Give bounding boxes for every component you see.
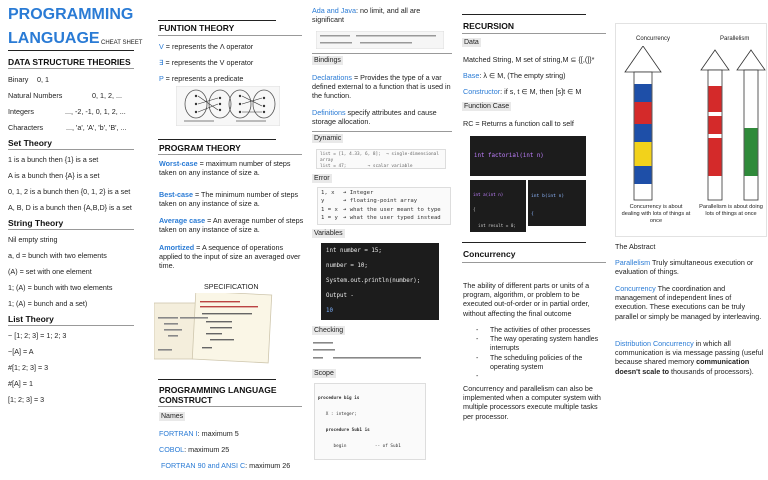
program-term: Amortized — [159, 243, 195, 252]
dst-row-value: ..., 'a', 'A', 'b', 'B', ... — [66, 123, 127, 132]
names-item — [159, 429, 239, 438]
checking-label: Checking — [314, 327, 344, 334]
names-lang: COBOL — [159, 445, 185, 454]
declarations-text-block — [312, 73, 456, 101]
distribution-definition — [615, 339, 765, 376]
function-symbol: V — [159, 42, 164, 51]
names-lang: FORTRAN I — [159, 429, 198, 438]
specification-code-image — [154, 293, 274, 367]
list-item: ~[A] = A — [8, 347, 34, 356]
declarations-term: Declarations — [312, 73, 352, 82]
function-symbol: P — [159, 74, 164, 83]
declarations-text: = Provides the type of a var defined external to a function that is used in the function. — [312, 73, 451, 101]
error-code-line: 1, x ➔ Integer — [321, 190, 374, 196]
dst-row-value: ..., -2, -1, 0, 1, 2, ... — [65, 107, 126, 116]
function-theory-title: FUNTION THEORY — [159, 23, 235, 33]
concurrency-definition — [615, 284, 765, 321]
variables-code-box — [321, 243, 439, 320]
function-text: = represents the V operator — [163, 58, 254, 67]
concurrency-paragraph: The ability of different parts or units of a program, algorithm, or problem to be executed out-of-order or in partial order, without affecting the final outcome — [463, 281, 590, 318]
error-label: Error — [314, 175, 330, 182]
error-code-box — [317, 187, 451, 225]
string-rule — [8, 229, 134, 230]
distribution-text: in which all communication is via message passing (useful because shared memory — [615, 339, 764, 367]
iterative-code-line: { — [473, 207, 476, 213]
variables-code-line: System.out.println(number); — [326, 278, 421, 284]
names-text: : maximum 26 — [245, 461, 291, 470]
dst-rule — [8, 68, 134, 69]
string-item: 1; (A) = bunch and a set) — [8, 299, 88, 308]
scope-label: Scope — [314, 370, 334, 377]
recursion-title: RECURSION — [463, 21, 515, 31]
set-rule — [8, 149, 134, 150]
right-segment-red — [709, 116, 722, 134]
program-item — [159, 190, 307, 208]
function-mapping-diagram — [176, 86, 280, 126]
factorial-code-line: int factorial(int n) — [474, 153, 544, 160]
definitions-text-block — [312, 108, 456, 126]
set-item: 1 is a bunch then {1} is a set — [8, 155, 99, 164]
left-segment-blue — [635, 124, 652, 142]
error-code-line: 1 = x ➔ what the user meant to type — [321, 206, 441, 213]
figure-title-right: Parallelism — [720, 36, 750, 42]
program-item — [159, 159, 307, 177]
distribution-bold: communication doesn't scale to — [615, 357, 750, 376]
page-title-line-1: PROGRAMMING — [8, 6, 134, 23]
string-item: 1; (A) = bunch with two elements — [8, 283, 113, 292]
concurrency-text: The coordination and management of independent lines of execution. These executions can be truly parallel or simply be managed by interleaving. — [615, 284, 762, 321]
list-item: [1; 2; 3] = 3 — [8, 395, 45, 404]
dst-row-label: Natural Numbers — [8, 91, 63, 100]
construct-rule — [158, 406, 302, 407]
right-segment-red — [709, 86, 722, 112]
recursive-b-code-line: int b(int n) — [531, 194, 565, 199]
variables-code-line: Output - — [326, 293, 354, 299]
concurrency-term: Concurrency — [615, 284, 656, 293]
title-rule — [8, 50, 134, 51]
bindings-top-rule — [312, 53, 452, 54]
program-text: = A sequence of operations applied to the input of size an averaged over time. — [159, 243, 301, 271]
column-5 — [612, 0, 768, 480]
page-title-line-2: LANGUAGE — [8, 30, 100, 47]
dynamic-code-box — [316, 149, 446, 169]
list-item: #[A] = 1 — [8, 379, 33, 388]
function-top-rule — [158, 20, 276, 21]
left-segment-red — [635, 102, 652, 124]
concurrency-paragraph-2: Concurrency and parallelism can also be implemented when a computer system with multiple processors execute multiple tasks per processor. — [463, 384, 601, 421]
concurrency-rule — [462, 262, 606, 263]
program-item — [159, 243, 307, 271]
concurrency-bullet: - The scheduling policies of the operating system — [476, 355, 583, 371]
parallelism-text: Truly simultaneous execution or evaluation of things. — [615, 258, 754, 277]
column-1 — [0, 0, 150, 480]
string-item: a, d = bunch with two elements — [8, 251, 107, 260]
right-arrow-head-1 — [701, 50, 729, 70]
program-text: = An average number of steps taken on any instance of size a. — [159, 216, 304, 235]
construct-title-1: PROGRAMMING LANGUAGE — [159, 385, 277, 395]
scope-code-line: procedure Sub1 is — [318, 428, 370, 434]
section-dst-title: DATA STRUCTURE THEORIES — [8, 57, 131, 67]
column-3 — [311, 0, 457, 480]
concurrency-top-rule — [462, 242, 586, 243]
base-line — [463, 71, 566, 80]
function-item — [159, 42, 253, 51]
data-label: Data — [464, 39, 479, 46]
left-arrow-head — [625, 46, 661, 72]
error-code-line: 1 = y ➔ what the user typed instead — [321, 215, 441, 222]
dynamic-code-line: list = [1, 4.33, 6, 8]; → single-dimensional array — [320, 152, 439, 163]
recursion-rule — [462, 33, 606, 34]
function-text: = represents a predicate — [163, 74, 244, 83]
program-top-rule — [158, 139, 276, 140]
constructor-line — [463, 87, 581, 96]
function-case-label: Function Case — [464, 103, 510, 110]
program-theory-title: PROGRAM THEORY — [159, 143, 241, 153]
recursive-b-code-line: { — [531, 212, 534, 217]
right-arrow-head-2 — [737, 50, 765, 70]
distribution-tail: thousands of processors). — [669, 366, 754, 376]
dynamic-label: Dynamic — [314, 135, 342, 142]
set-item: A is a bunch then {A} is a set — [8, 171, 100, 180]
variables-label: Variables — [314, 230, 343, 237]
names-item — [159, 445, 229, 454]
program-item — [159, 216, 307, 234]
set-theory-title: Set Theory — [8, 138, 52, 148]
abstract-label: The Abstract — [615, 242, 656, 251]
string-theory-title: String Theory — [8, 218, 64, 228]
ada-java-line — [312, 6, 452, 24]
parallelism-definition — [615, 258, 765, 276]
iterative-code-line: int result = 0; — [473, 222, 516, 228]
left-segment-yellow — [635, 142, 652, 166]
program-text: = The minimum number of steps taken on any instance of size a. — [159, 190, 299, 209]
parallelism-term: Parallelism — [615, 258, 651, 267]
names-text: : maximum 5 — [197, 429, 239, 438]
definitions-text: specify attributes and cause storage allocation. — [312, 108, 437, 127]
dst-row-label: Integers — [8, 107, 34, 116]
scope-code-box — [314, 383, 426, 460]
left-segment-blue — [635, 166, 652, 184]
right-segment-white — [709, 112, 722, 116]
scope-code-line: procedure big is — [318, 395, 360, 401]
string-item: Nil empty string — [8, 235, 58, 244]
program-rule — [158, 154, 302, 155]
definitions-term: Definitions — [312, 108, 346, 117]
function-item — [159, 58, 253, 67]
figure-title-left: Concurrency — [636, 36, 671, 42]
column-2 — [152, 0, 310, 480]
program-term: Average case — [159, 216, 206, 225]
function-symbol: ∃ — [159, 58, 164, 67]
construct-title-2: CONSTRUCT — [159, 395, 213, 405]
set-item: A, B, D is a bunch then {A,B,D} is a set — [8, 203, 132, 212]
concurrency-title: Concurrency — [463, 249, 516, 259]
list-rule — [8, 325, 134, 326]
names-label: Names — [161, 413, 184, 420]
list-item: ~ [1; 2; 3] = 1; 2; 3 — [8, 331, 67, 340]
function-rule — [158, 35, 302, 36]
scope-code-line: begin -- of Sub1 — [318, 444, 401, 450]
program-term: Best-case — [159, 190, 193, 199]
construct-top-rule — [158, 379, 276, 380]
names-text: : maximum 25 — [184, 445, 230, 454]
figure-caption-right: Parallelism is about doing lots of things at once — [699, 204, 763, 217]
dst-row-label: Characters — [8, 123, 44, 132]
program-term: Worst-case — [159, 159, 198, 168]
recursion-top-rule — [462, 14, 586, 15]
right-segment-white — [709, 134, 722, 138]
recursive-b-code-box — [528, 180, 586, 226]
list-item: #[1; 2; 3] = 3 — [8, 363, 49, 372]
function-text: = represents the Λ operator — [163, 42, 254, 51]
variables-code-line: int number = 15; — [326, 248, 382, 254]
figure-caption-left: Concurrency is about dealing with lots of things at once — [621, 204, 691, 224]
dst-row-value: 0, 1, 2, ... — [92, 91, 122, 100]
ada-code-snippet — [316, 31, 444, 49]
concurrency-parallelism-arrows — [616, 46, 766, 206]
factorial-code-box — [470, 136, 586, 176]
names-item — [161, 461, 290, 470]
program-text: = maximum number of steps taken on any instance of size a. — [159, 159, 291, 178]
dynamic-top-rule — [312, 131, 452, 132]
set-item: 0, 1, 2 is a bunch then {0, 1, 2} is a set — [8, 187, 131, 196]
page-title-suffix: CHEAT SHEET — [101, 40, 143, 46]
right-segment-red — [709, 138, 722, 176]
iterative-code-line: int a(int n) — [473, 192, 504, 198]
constructor-text: : if s, t ∈ M, then [s]t ∈ M — [500, 87, 582, 96]
bindings-label: Bindings — [314, 57, 341, 64]
error-code-line: y ➔ floating-point array — [321, 198, 418, 205]
left-segment-blue — [635, 84, 652, 102]
column-4: RECURSION Data Matched String, M set of string,M ⊆ {[,(]}* Base: λ ∈ M, (The empty string) Constructor: if s, t ∈ M, then [s]t ∈ M Function Case RC = Returns a function call to self int factorial(int n) int a(int n) { int result = 0; int b(int n) { Concurrency The ability of different parts or units of a program, algorithm, or problem to be executed out-of-order or in partial order, without affecting the final outcome - The activities of other processes - The way operating system handles interrupts - The scheduling policies of the operating system - Concurrency and parallelism can also be implemented when a computer system with multiple processors execute multiple tasks per processor. — [460, 0, 610, 480]
specification-label: SPECIFICATION — [204, 282, 259, 291]
ada-java-text: : no limit, and all are significant — [312, 6, 421, 25]
concurrency-bullet: - The way operating system handles interrupts — [476, 336, 599, 352]
dst-row-label: Binary — [8, 75, 29, 84]
concurrency-parallelism-figure — [615, 23, 767, 237]
names-lang: FORTRAN 90 and ANSI C — [161, 461, 246, 470]
data-text: Matched String, M set of string,M ⊆ {[,(]}* — [463, 55, 595, 64]
checking-code-snippet — [311, 339, 425, 365]
rc-text: RC = Returns a function call to self — [463, 119, 574, 128]
function-item — [159, 74, 243, 83]
base-term: Base — [463, 71, 480, 80]
base-text: : λ ∈ M, (The empty string) — [479, 71, 566, 80]
concurrency-bullet: - The activities of other processes — [476, 327, 591, 334]
scope-code-line: X : integer; — [318, 412, 357, 418]
ada-java-lang: Ada and Java — [312, 6, 356, 15]
right-segment-green — [745, 128, 758, 176]
iterative-code-box — [470, 180, 526, 232]
dynamic-code-line: list = 47; → scalar variable — [320, 164, 413, 169]
variables-code-line: number = 10; — [326, 263, 368, 269]
string-item: (A) = set with one element — [8, 267, 92, 276]
list-theory-title: List Theory — [8, 314, 54, 324]
dst-row-value: 0, 1 — [37, 75, 49, 84]
variables-code-line: 10 — [326, 308, 333, 314]
distribution-term: Distribution Concurrency — [615, 339, 694, 348]
constructor-term: Constructor — [463, 87, 501, 96]
